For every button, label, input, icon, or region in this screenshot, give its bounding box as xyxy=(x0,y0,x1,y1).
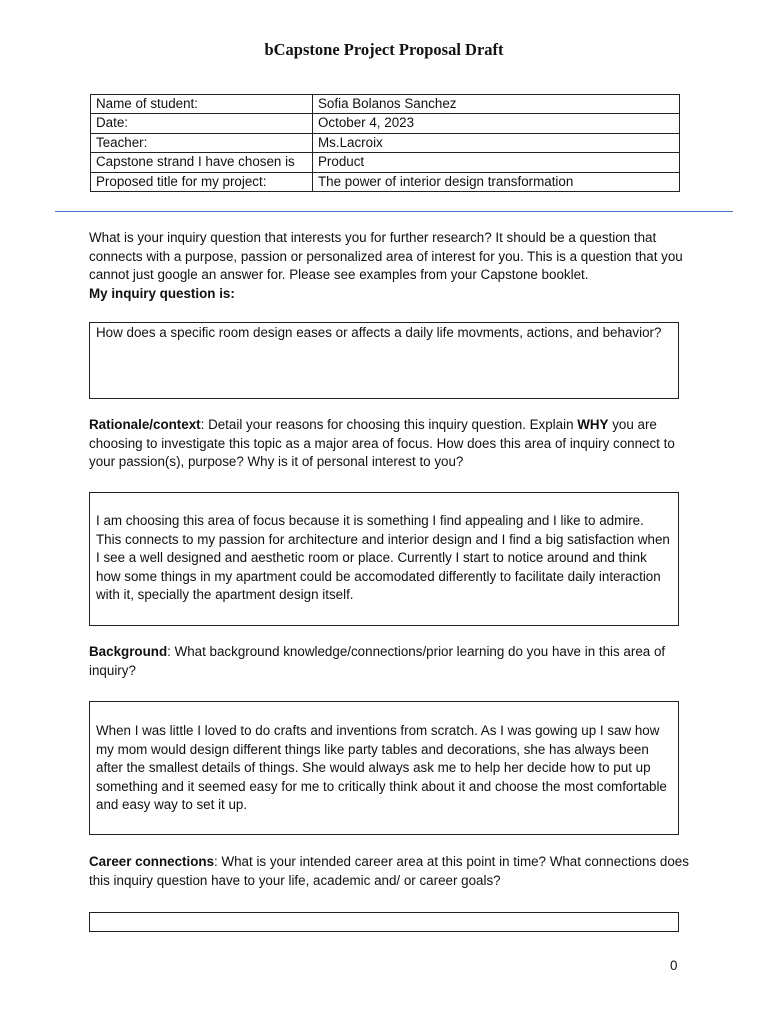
info-value: Ms.Lacroix xyxy=(313,133,680,152)
inquiry-prompt xyxy=(89,229,689,303)
inquiry-label: My inquiry question is: xyxy=(89,285,235,301)
inquiry-answer: How does a specific room design eases or affects a daily life movments, actions, and behavior? xyxy=(96,325,662,340)
career-prompt-text: : What is your intended career area at this point in time? What connections does this inquiry question have to your life, academic and/ or career goals? xyxy=(89,854,689,888)
rationale-prompt-b: you are choosing to investigate this topic as a major area of focus. How does this area of inquiry connect to your passion(s), purpose? Why is it of personal interest to you? xyxy=(89,417,675,470)
info-value: Sofia Bolanos Sanchez xyxy=(313,95,680,114)
inquiry-answer-box[interactable] xyxy=(89,322,679,399)
info-value: The power of interior design transformation xyxy=(313,172,680,191)
rationale-answer: I am choosing this area of focus because it is something I find appealing and I like to admire. This connects to my passion for architecture and interior design and I find a big satisfaction when I see a well designed and aesthetic room or place. Currently I start to notice around and think how some things in my apartment could be accomodated differently to facilitate daily interaction with it, specially the apartment design itself. xyxy=(96,513,670,603)
background-answer: When I was little I loved to do crafts and inventions from scratch. As I was gowing up I saw how my mom would design different things like party tables and decorations, she has always been after the smallest details of things. She would always ask me to help her decide how to put up something and it seemed easy for me to critically think about it and choose the most comfortable and easy way to set it up. xyxy=(96,723,667,813)
rationale-emphasis: WHY xyxy=(577,417,609,432)
table-row xyxy=(91,172,680,191)
background-answer-box[interactable] xyxy=(89,701,679,835)
background-prompt-text: : What background knowledge/connections/prior learning do you have in this area of inquiry? xyxy=(89,644,666,678)
info-value: October 4, 2023 xyxy=(313,114,680,133)
rationale-prompt-a: : Detail your reasons for choosing this inquiry question. Explain xyxy=(200,417,578,432)
rationale-prompt xyxy=(89,416,689,472)
student-info-table xyxy=(90,94,680,192)
rationale-answer-box[interactable] xyxy=(89,492,679,626)
background-prompt xyxy=(89,643,689,680)
section-divider xyxy=(55,211,733,212)
career-heading: Career connections xyxy=(89,854,215,869)
inquiry-prompt-text: What is your inquiry question that interests you for further research? It should be a question that connects with a purpose, passion or personalized area of interest for you. This is a question that you cannot just google an answer for. Please see examples from your Capstone booklet. xyxy=(89,230,683,283)
career-prompt xyxy=(89,853,689,890)
info-label: Name of student: xyxy=(91,95,313,114)
table-row xyxy=(91,133,680,152)
rationale-heading: Rationale/context xyxy=(89,417,201,432)
info-label: Proposed title for my project: xyxy=(91,172,313,191)
document-title: bCapstone Project Proposal Draft xyxy=(264,40,504,59)
page-number: 0 xyxy=(670,958,678,973)
info-label: Date: xyxy=(91,114,313,133)
background-heading: Background xyxy=(89,644,168,659)
info-label: Capstone strand I have chosen is xyxy=(91,153,313,172)
career-answer-box[interactable] xyxy=(89,912,679,932)
info-label: Teacher: xyxy=(91,133,313,152)
info-value: Product xyxy=(313,153,680,172)
table-row xyxy=(91,95,680,114)
table-row xyxy=(91,114,680,133)
table-row xyxy=(91,153,680,172)
